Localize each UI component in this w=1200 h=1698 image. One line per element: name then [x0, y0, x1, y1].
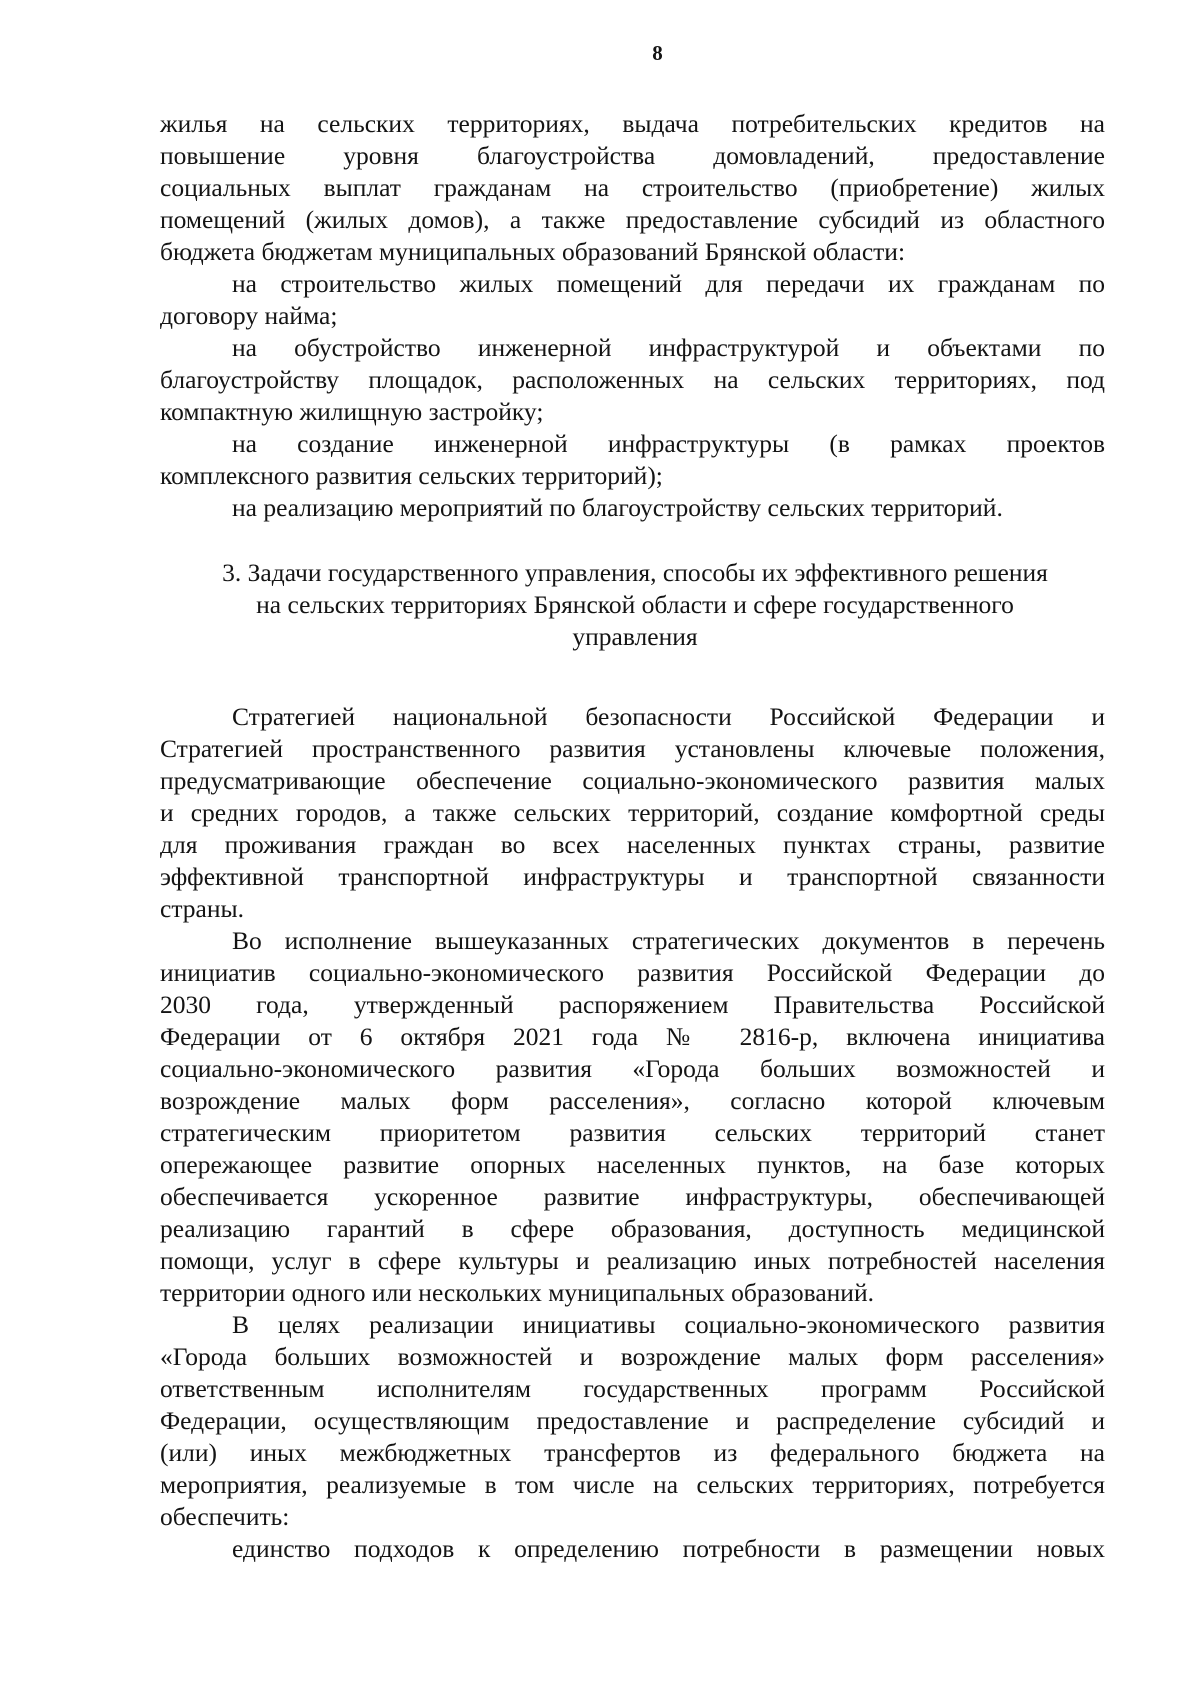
text-line: мероприятия, реализуемые в том числе на сельских территориях, потребуется: [160, 1470, 1105, 1499]
text-line: обеспечить:: [160, 1502, 290, 1531]
text-line: на обустройство инженерной инфраструктурой и объектами по: [232, 333, 1105, 362]
text-line: стратегическим приоритетом развития сельских территорий станет: [160, 1118, 1105, 1147]
page-number: 8: [652, 41, 663, 65]
text-line: Стратегией национальной безопасности Российской Федерации и: [232, 702, 1105, 731]
text-line: возрождение малых форм расселения», согласно которой ключевым: [160, 1086, 1105, 1115]
section-heading-line: 3. Задачи государственного управления, способы их эффективного решения: [222, 558, 1048, 587]
text-line: опережающее развитие опорных населенных пунктов, на базе которых: [160, 1150, 1105, 1179]
text-line: 2030 года, утвержденный распоряжением Правительства Российской: [160, 990, 1105, 1019]
text-line: Стратегией пространственного развития установлены ключевые положения,: [160, 734, 1105, 763]
text-line: бюджета бюджетам муниципальных образований Брянской области:: [160, 237, 906, 266]
section-heading-line: на сельских территориях Брянской области и сфере государственного: [256, 590, 1014, 619]
text-line: повышение уровня благоустройства домовладений, предоставление: [160, 141, 1105, 170]
text-line: инициатив социально-экономического развития Российской Федерации до: [160, 958, 1105, 987]
text-line: на реализацию мероприятий по благоустройству сельских территорий.: [232, 493, 1003, 522]
text-line: на создание инженерной инфраструктуры (в рамках проектов: [232, 429, 1105, 458]
text-line: В целях реализации инициативы социально-экономического развития: [232, 1310, 1105, 1339]
text-line: комплексного развития сельских территорий);: [160, 461, 663, 490]
text-line: помещений (жилых домов), а также предоставление субсидий из областного: [160, 205, 1105, 234]
text-line: эффективной транспортной инфраструктуры и транспортной связанности: [160, 862, 1105, 891]
text-line: предусматривающие обеспечение социально-экономического развития малых: [160, 766, 1105, 795]
text-line: ответственным исполнителям государственных программ Российской: [160, 1374, 1105, 1403]
text-line: территории одного или нескольких муниципальных образований.: [160, 1278, 874, 1307]
text-line: «Города больших возможностей и возрождение малых форм расселения»: [160, 1342, 1105, 1371]
text-line: Федерации от 6 октября 2021 года № 2816-р, включена инициатива: [160, 1022, 1105, 1051]
text-line: социальных выплат гражданам на строительство (приобретение) жилых: [160, 173, 1105, 202]
text-line: для проживания граждан во всех населенных пунктах страны, развитие: [160, 830, 1105, 859]
text-line: помощи, услуг в сфере культуры и реализацию иных потребностей населения: [160, 1246, 1105, 1275]
text-line: реализацию гарантий в сфере образования, доступность медицинской: [160, 1214, 1105, 1243]
text-line: и средних городов, а также сельских территорий, создание комфортной среды: [160, 798, 1105, 827]
text-line: единство подходов к определению потребности в размещении новых: [232, 1534, 1105, 1563]
text-line: социально-экономического развития «Города больших возможностей и: [160, 1054, 1105, 1083]
text-line: обеспечивается ускоренное развитие инфраструктуры, обеспечивающей: [160, 1182, 1105, 1211]
text-line: Во исполнение вышеуказанных стратегических документов в перечень: [232, 926, 1105, 955]
text-line: компактную жилищную застройку;: [160, 397, 544, 426]
text-line: Федерации, осуществляющим предоставление и распределение субсидий и: [160, 1406, 1105, 1435]
text-line: жилья на сельских территориях, выдача потребительских кредитов на: [160, 109, 1105, 138]
text-line: благоустройству площадок, расположенных на сельских территориях, под: [160, 365, 1105, 394]
text-line: (или) иных межбюджетных трансфертов из федерального бюджета на: [160, 1438, 1105, 1467]
text-line: на строительство жилых помещений для передачи их гражданам по: [232, 269, 1105, 298]
section-heading-line: управления: [572, 622, 698, 651]
text-line: страны.: [160, 894, 244, 923]
text-line: договору найма;: [160, 301, 338, 330]
